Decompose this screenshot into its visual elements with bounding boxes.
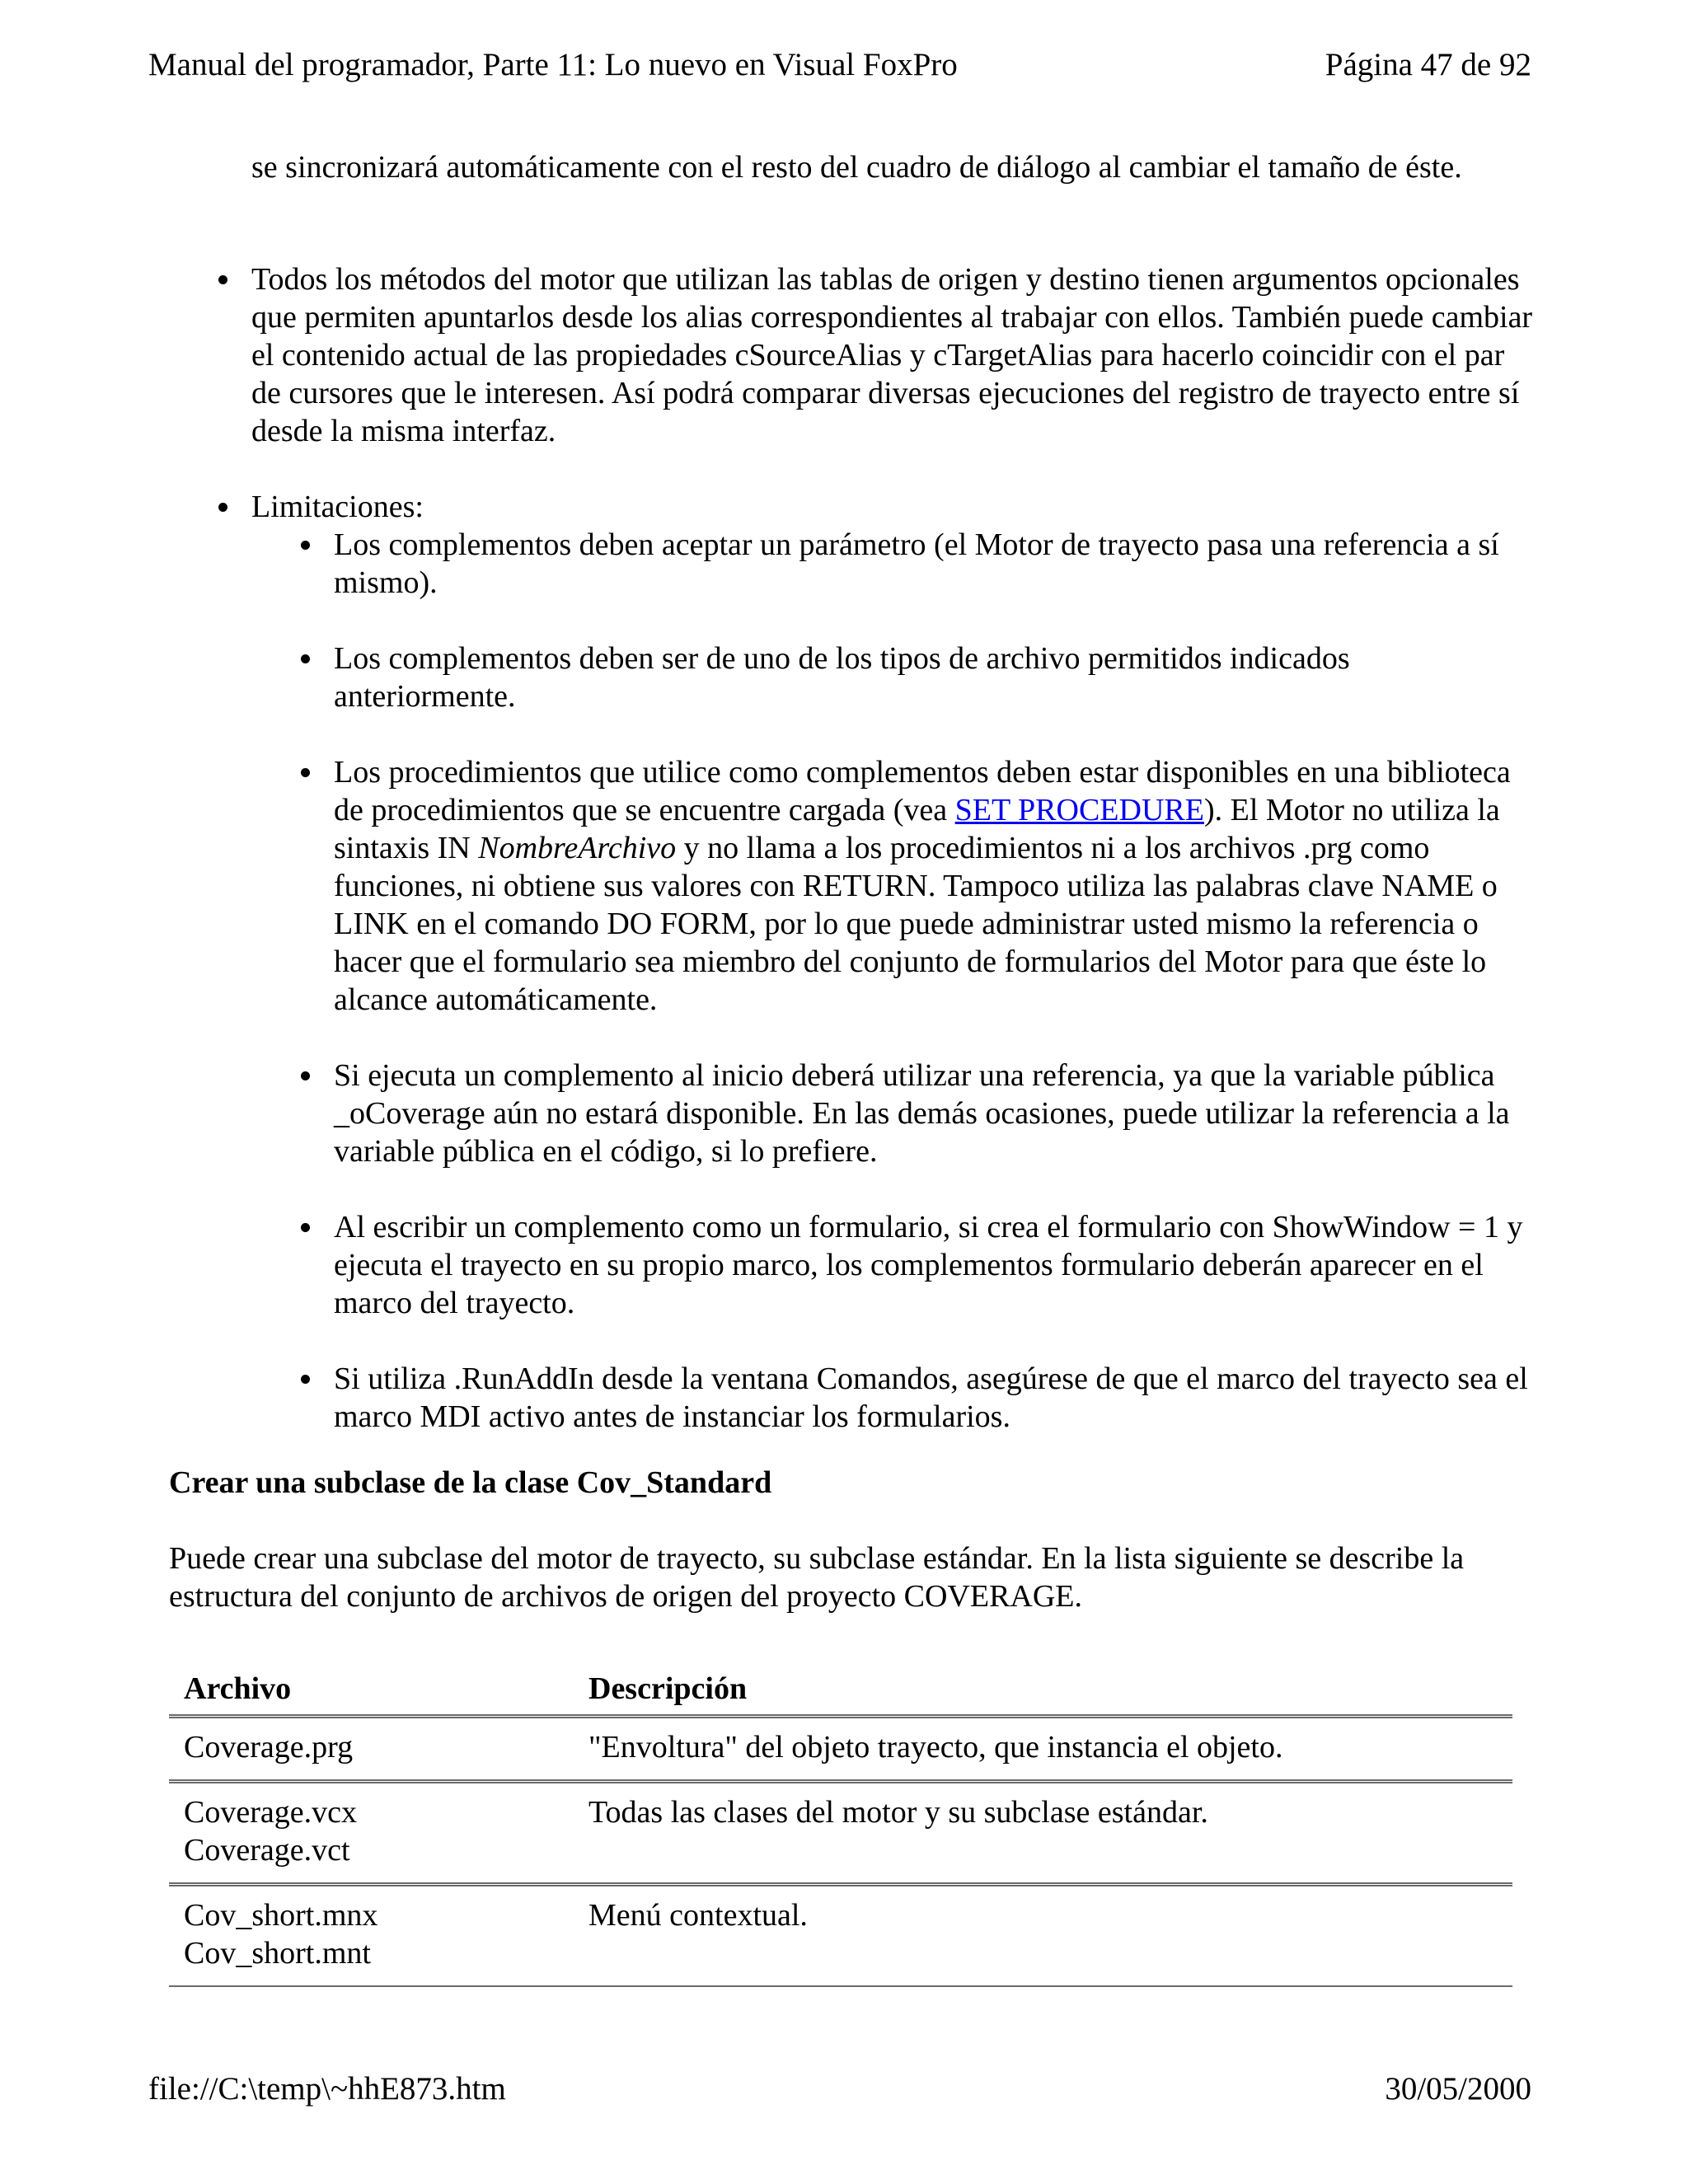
column-header-descripcion: Descripción xyxy=(588,1671,748,1706)
bullet-icon xyxy=(218,275,227,284)
limitation-text: Al escribir un complemento como un formulario, si crea el formulario con ShowWindow = 1 y ejecuta el trayecto en su propio marco, los complementos formulario deberán aparecer en el marco del trayecto. xyxy=(334,1210,1523,1320)
limitation-text: Los procedimientos que utilice como complementos deben estar disponibles en una biblioteca de procedimientos que se encuentre cargada (vea xyxy=(334,755,1511,827)
bullet-icon xyxy=(218,503,227,512)
bullet-text: Todos los métodos del motor que utilizan las tablas de origen y destino tienen argumentos opcionales que permiten apuntarlos desde los alias correspondientes al trabajar con ellos. También puede cambiar el contenido actual de las propiedades cSourceAlias y cTargetAlias para hacerlo coincidir con el par de cursores que le interesen. Así podrá comparar diversas ejecuciones del registro de trayecto entre sí desde la misma interfaz. xyxy=(251,262,1533,448)
file-name: Coverage.vct xyxy=(184,1833,350,1868)
limitation-text: Si utiliza .RunAddIn desde la ventana Comandos, asegúrese de que el marco del trayecto sea el marco MDI activo antes de instanciar los formularios. xyxy=(334,1361,1528,1434)
limitation-text: Los complementos deben ser de uno de los tipos de archivo permitidos indicados anteriormente. xyxy=(334,641,1350,714)
list-item xyxy=(251,753,1537,1019)
bullet-text: Limitaciones: xyxy=(251,490,424,524)
bullet-icon xyxy=(301,1223,310,1232)
table-row xyxy=(169,1885,1512,1987)
list-item xyxy=(251,260,1537,450)
list-item xyxy=(251,1360,1537,1436)
set-procedure-link[interactable]: SET PROCEDURE xyxy=(954,793,1204,827)
bullet-icon xyxy=(301,768,310,777)
bullet-icon xyxy=(301,1071,310,1080)
bullet-list xyxy=(251,260,1537,1474)
footer-path: file://C:\temp\~hhE873.htm xyxy=(148,2071,506,2107)
description-cell: "Envoltura" del objeto trayecto, que instancia el objeto. xyxy=(588,1730,1283,1765)
files-table xyxy=(169,1665,1512,1987)
description-cell: Todas las clases del motor y su subclase estándar. xyxy=(588,1795,1208,1830)
section-heading: Crear una subclase de la clase Cov_Standard xyxy=(169,1465,772,1500)
file-name: Cov_short.mnx xyxy=(184,1898,378,1933)
limitation-text: Los complementos deben aceptar un parámetro (el Motor de trayecto pasa una referencia a sí mismo). xyxy=(334,527,1499,600)
bullet-icon xyxy=(301,1375,310,1384)
bullet-icon xyxy=(301,654,310,663)
list-item xyxy=(251,526,1537,602)
file-cell xyxy=(169,1782,574,1885)
header-title: Manual del programador, Parte 11: Lo nuevo en Visual FoxPro xyxy=(148,47,958,82)
table-row xyxy=(169,1782,1512,1885)
continuation-paragraph: se sincronizará automáticamente con el resto del cuadro de diálogo al cambiar el tamaño de éste. xyxy=(251,150,1462,185)
file-name: Coverage.vcx xyxy=(184,1795,357,1830)
table-header-row xyxy=(169,1665,1512,1717)
table-row xyxy=(169,1717,1512,1782)
list-item xyxy=(251,1208,1537,1322)
file-name: Cov_short.mnt xyxy=(184,1936,371,1971)
limitation-text: y no llama a los procedimientos ni a los archivos .prg como funciones, ni obtiene sus valores con RETURN. Tampoco utiliza las palabras clave NAME o LINK en el comando DO FORM, por lo que puede administrar usted mismo la referencia o hacer que el formulario sea miembro del conjunto de formularios del Motor para que éste lo alcance automáticamente. xyxy=(334,831,1498,1017)
file-cell xyxy=(169,1717,574,1782)
limitation-italic: NombreArchivo xyxy=(478,831,677,865)
limitations-list xyxy=(251,526,1537,1436)
list-item xyxy=(251,640,1537,715)
file-cell xyxy=(169,1885,574,1987)
file-name: Coverage.prg xyxy=(184,1730,354,1765)
description-cell: Menú contextual. xyxy=(588,1898,808,1933)
list-item xyxy=(251,1057,1537,1170)
footer-date: 30/05/2000 xyxy=(1385,2071,1531,2107)
list-item xyxy=(251,488,1537,1436)
page-number: Página 47 de 92 xyxy=(1325,47,1531,82)
limitation-text: Si ejecuta un complemento al inicio deberá utilizar una referencia, ya que la variable pública _oCoverage aún no estará disponible. En las demás ocasiones, puede utilizar la referencia a la variable pública en el código, si lo prefiere. xyxy=(334,1058,1510,1169)
limitation-text: ). El Motor no utiliza la sintaxis IN xyxy=(334,793,1500,865)
column-header-archivo: Archivo xyxy=(184,1671,292,1706)
section-intro: Puede crear una subclase del motor de trayecto, su subclase estándar. En la lista siguiente se describe la estructura del conjunto de archivos de origen del proyecto COVERAGE. xyxy=(169,1541,1465,1614)
bullet-icon xyxy=(301,541,310,550)
